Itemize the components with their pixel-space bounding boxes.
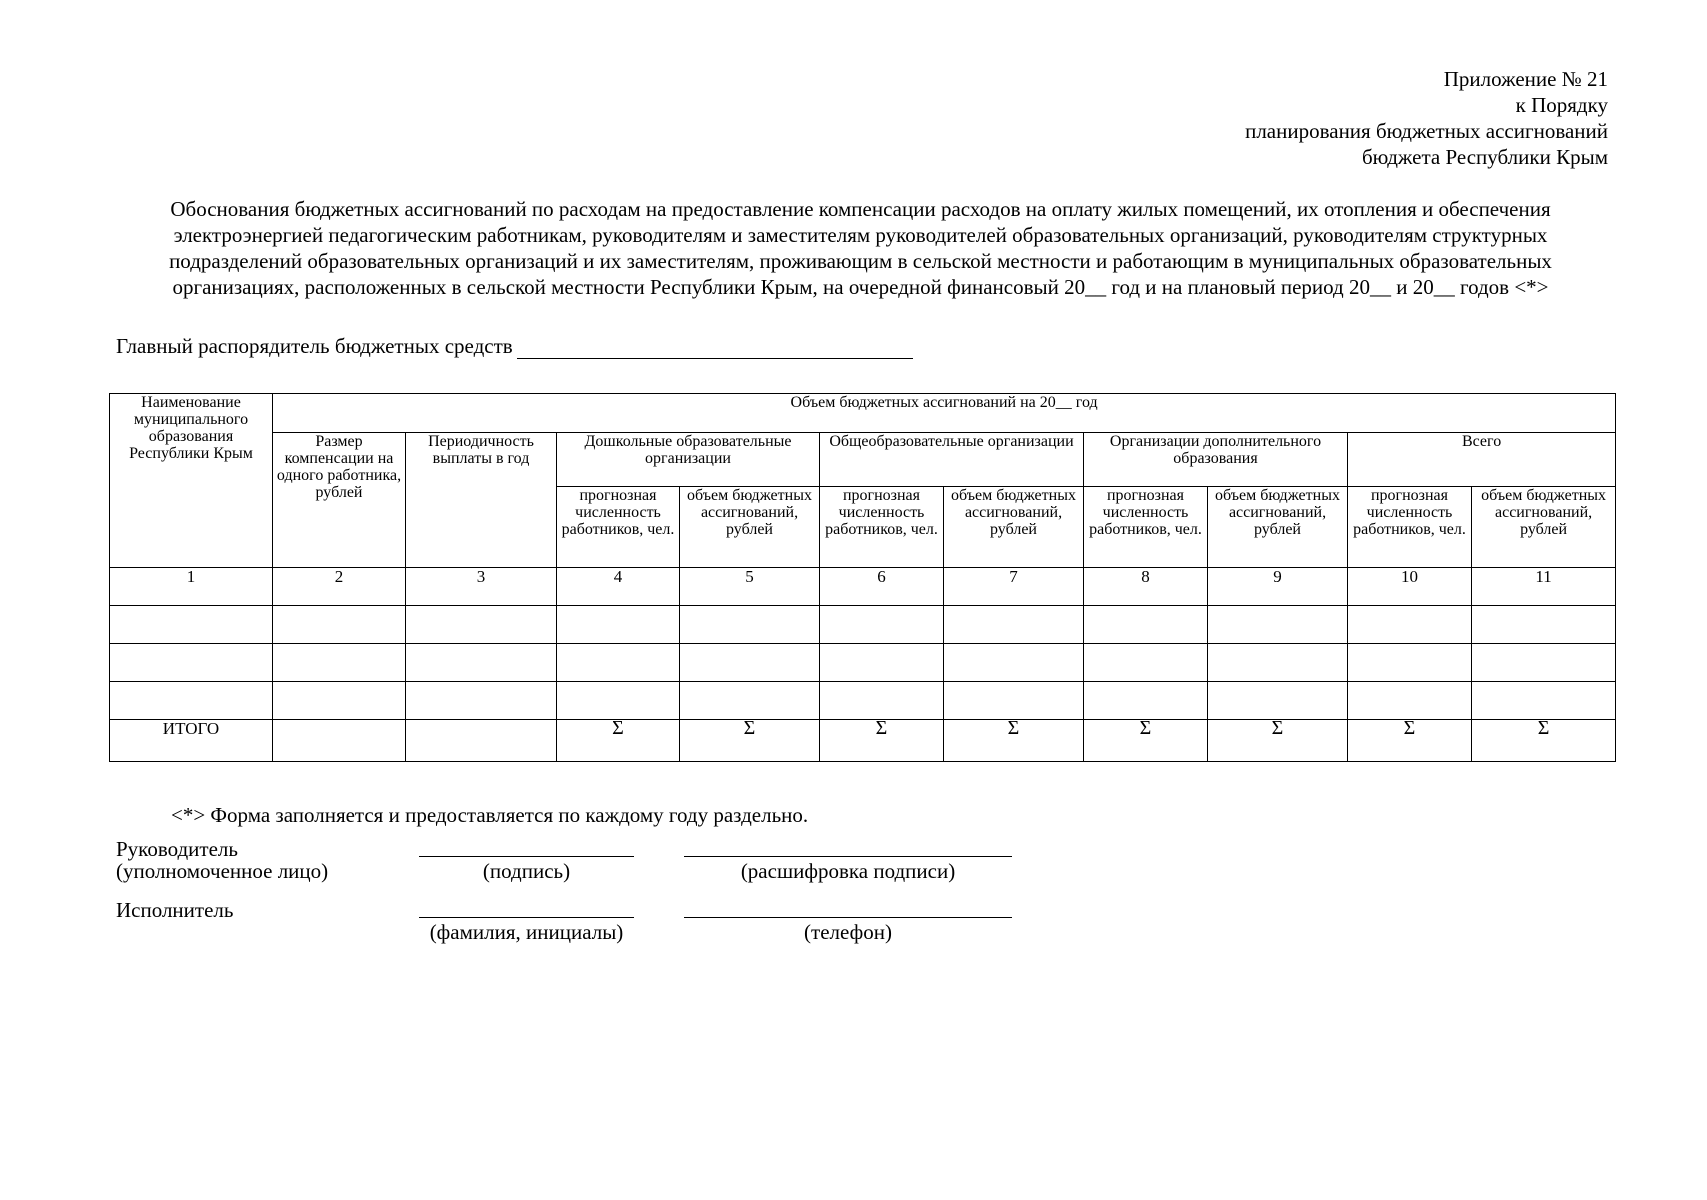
executor-phone-caption: (телефон) xyxy=(804,920,892,944)
sum-sign: Σ xyxy=(1208,720,1348,762)
title-line-4: организациях, расположенных в сельской местности Республики Крым, на очередной финансовый 20__ год и на плановый период 20__ и 20__ годов <*> xyxy=(172,275,1549,299)
empty-cell[interactable] xyxy=(110,644,273,682)
header-general-education: Общеобразовательные организации xyxy=(820,433,1084,487)
empty-cell[interactable] xyxy=(1472,606,1616,644)
executor-name-line[interactable] xyxy=(419,917,634,918)
empty-cell[interactable] xyxy=(820,682,944,720)
empty-cell[interactable] xyxy=(1084,682,1208,720)
empty-cell[interactable] xyxy=(406,720,557,762)
title-line-1: Обоснования бюджетных ассигнований по расходам на предоставление компенсации расходов на оплату жилых помещений, их отопления и обеспечения xyxy=(170,197,1551,221)
empty-cell[interactable] xyxy=(1208,606,1348,644)
total-row xyxy=(110,720,1616,762)
table-row xyxy=(110,644,1616,682)
appendix-number: Приложение № 21 xyxy=(1443,67,1608,91)
column-number: 1 xyxy=(110,568,273,606)
header-amount-additional: объем бюджетных ассигнований, рублей xyxy=(1208,487,1348,568)
header-forecast-additional: прогнозная численность работников, чел. xyxy=(1084,487,1208,568)
sum-sign: Σ xyxy=(944,720,1084,762)
empty-cell[interactable] xyxy=(680,682,820,720)
appendix-reference: к Порядку xyxy=(1515,93,1608,117)
empty-cell[interactable] xyxy=(1348,644,1472,682)
empty-cell[interactable] xyxy=(944,682,1084,720)
empty-cell[interactable] xyxy=(557,606,680,644)
header-amount-preschool: объем бюджетных ассигнований, рублей xyxy=(680,487,820,568)
sum-sign: Σ xyxy=(1472,720,1616,762)
executor-label: Исполнитель xyxy=(116,898,234,922)
empty-cell[interactable] xyxy=(557,644,680,682)
empty-cell[interactable] xyxy=(273,720,406,762)
empty-cell[interactable] xyxy=(944,606,1084,644)
empty-cell[interactable] xyxy=(1348,606,1472,644)
chief-manager-blank[interactable] xyxy=(517,336,913,359)
header-compensation: Размер компенсации на одного работника, рублей xyxy=(273,433,406,568)
column-number: 8 xyxy=(1084,568,1208,606)
column-number: 11 xyxy=(1472,568,1616,606)
title-line-2: электроэнергией педагогическим работникам, руководителям и заместителям руководителей образовательных организаций, руководителям структурных xyxy=(173,223,1548,247)
column-number: 9 xyxy=(1208,568,1348,606)
executor-phone-line[interactable] xyxy=(684,917,1012,918)
empty-cell[interactable] xyxy=(1208,644,1348,682)
appendix-budget-name: бюджета Республики Крым xyxy=(1361,145,1608,169)
header-amount-general: объем бюджетных ассигнований, рублей xyxy=(944,487,1084,568)
header-volume: Объем бюджетных ассигнований на 20__ год xyxy=(273,394,1616,433)
empty-cell[interactable] xyxy=(1084,606,1208,644)
empty-cell[interactable] xyxy=(1208,682,1348,720)
empty-cell[interactable] xyxy=(820,606,944,644)
empty-cell[interactable] xyxy=(1084,644,1208,682)
empty-cell[interactable] xyxy=(406,682,557,720)
column-number: 3 xyxy=(406,568,557,606)
column-number: 10 xyxy=(1348,568,1472,606)
empty-cell[interactable] xyxy=(273,606,406,644)
header-periodicity: Периодичность выплаты в год xyxy=(406,433,557,568)
column-number: 5 xyxy=(680,568,820,606)
empty-cell[interactable] xyxy=(406,644,557,682)
signature-caption: (подпись) xyxy=(482,859,571,883)
header-preschool: Дошкольные образовательные организации xyxy=(557,433,820,487)
header-additional-education: Организации дополнительного образования xyxy=(1084,433,1348,487)
sum-sign: Σ xyxy=(820,720,944,762)
signature-decoding-line[interactable] xyxy=(684,856,1012,857)
column-number: 7 xyxy=(944,568,1084,606)
empty-cell[interactable] xyxy=(110,682,273,720)
empty-cell[interactable] xyxy=(1472,644,1616,682)
total-label: ИТОГО xyxy=(110,720,273,762)
empty-cell[interactable] xyxy=(1472,682,1616,720)
empty-cell[interactable] xyxy=(557,682,680,720)
empty-cell[interactable] xyxy=(820,644,944,682)
table-row xyxy=(110,606,1616,644)
sum-sign: Σ xyxy=(1348,720,1472,762)
header-forecast-general: прогнозная численность работников, чел. xyxy=(820,487,944,568)
budget-table xyxy=(109,393,1616,762)
appendix-order-name: планирования бюджетных ассигнований xyxy=(1245,119,1608,143)
column-number: 4 xyxy=(557,568,680,606)
document-title xyxy=(116,196,1605,300)
signature-decoding-caption: (расшифровка подписи) xyxy=(740,859,956,883)
empty-cell[interactable] xyxy=(110,606,273,644)
head-authorized-label: (уполномоченное лицо) xyxy=(116,859,329,883)
footnote: <*> Форма заполняется и предоставляется по каждому году раздельно. xyxy=(171,803,809,827)
empty-cell[interactable] xyxy=(680,644,820,682)
chief-manager-label: Главный распорядитель бюджетных средств xyxy=(116,334,513,358)
header-forecast-total: прогнозная численность работников, чел. xyxy=(1348,487,1472,568)
empty-cell[interactable] xyxy=(944,644,1084,682)
empty-cell[interactable] xyxy=(406,606,557,644)
empty-cell[interactable] xyxy=(1348,682,1472,720)
empty-cell[interactable] xyxy=(273,644,406,682)
table-row xyxy=(110,682,1616,720)
column-number: 2 xyxy=(273,568,406,606)
header-total: Всего xyxy=(1348,433,1616,487)
appendix-header xyxy=(1245,66,1608,170)
chief-manager-line xyxy=(116,333,913,359)
signature-line[interactable] xyxy=(419,856,634,857)
header-municipality: Наименование муниципального образования Республики Крым xyxy=(110,394,273,568)
sum-sign: Σ xyxy=(557,720,680,762)
header-forecast-preschool: прогнозная численность работников, чел. xyxy=(557,487,680,568)
sum-sign: Σ xyxy=(680,720,820,762)
empty-cell[interactable] xyxy=(680,606,820,644)
executor-name-caption: (фамилия, инициалы) xyxy=(429,920,624,944)
column-number: 6 xyxy=(820,568,944,606)
header-amount-total: объем бюджетных ассигнований, рублей xyxy=(1472,487,1616,568)
title-line-3: подразделений образовательных организаций и их заместителям, проживающим в сельской местности и работающим в муниципальных образовательных xyxy=(169,249,1552,273)
sum-sign: Σ xyxy=(1084,720,1208,762)
column-numbers-row xyxy=(110,568,1616,606)
head-label: Руководитель xyxy=(116,837,238,861)
empty-cell[interactable] xyxy=(273,682,406,720)
